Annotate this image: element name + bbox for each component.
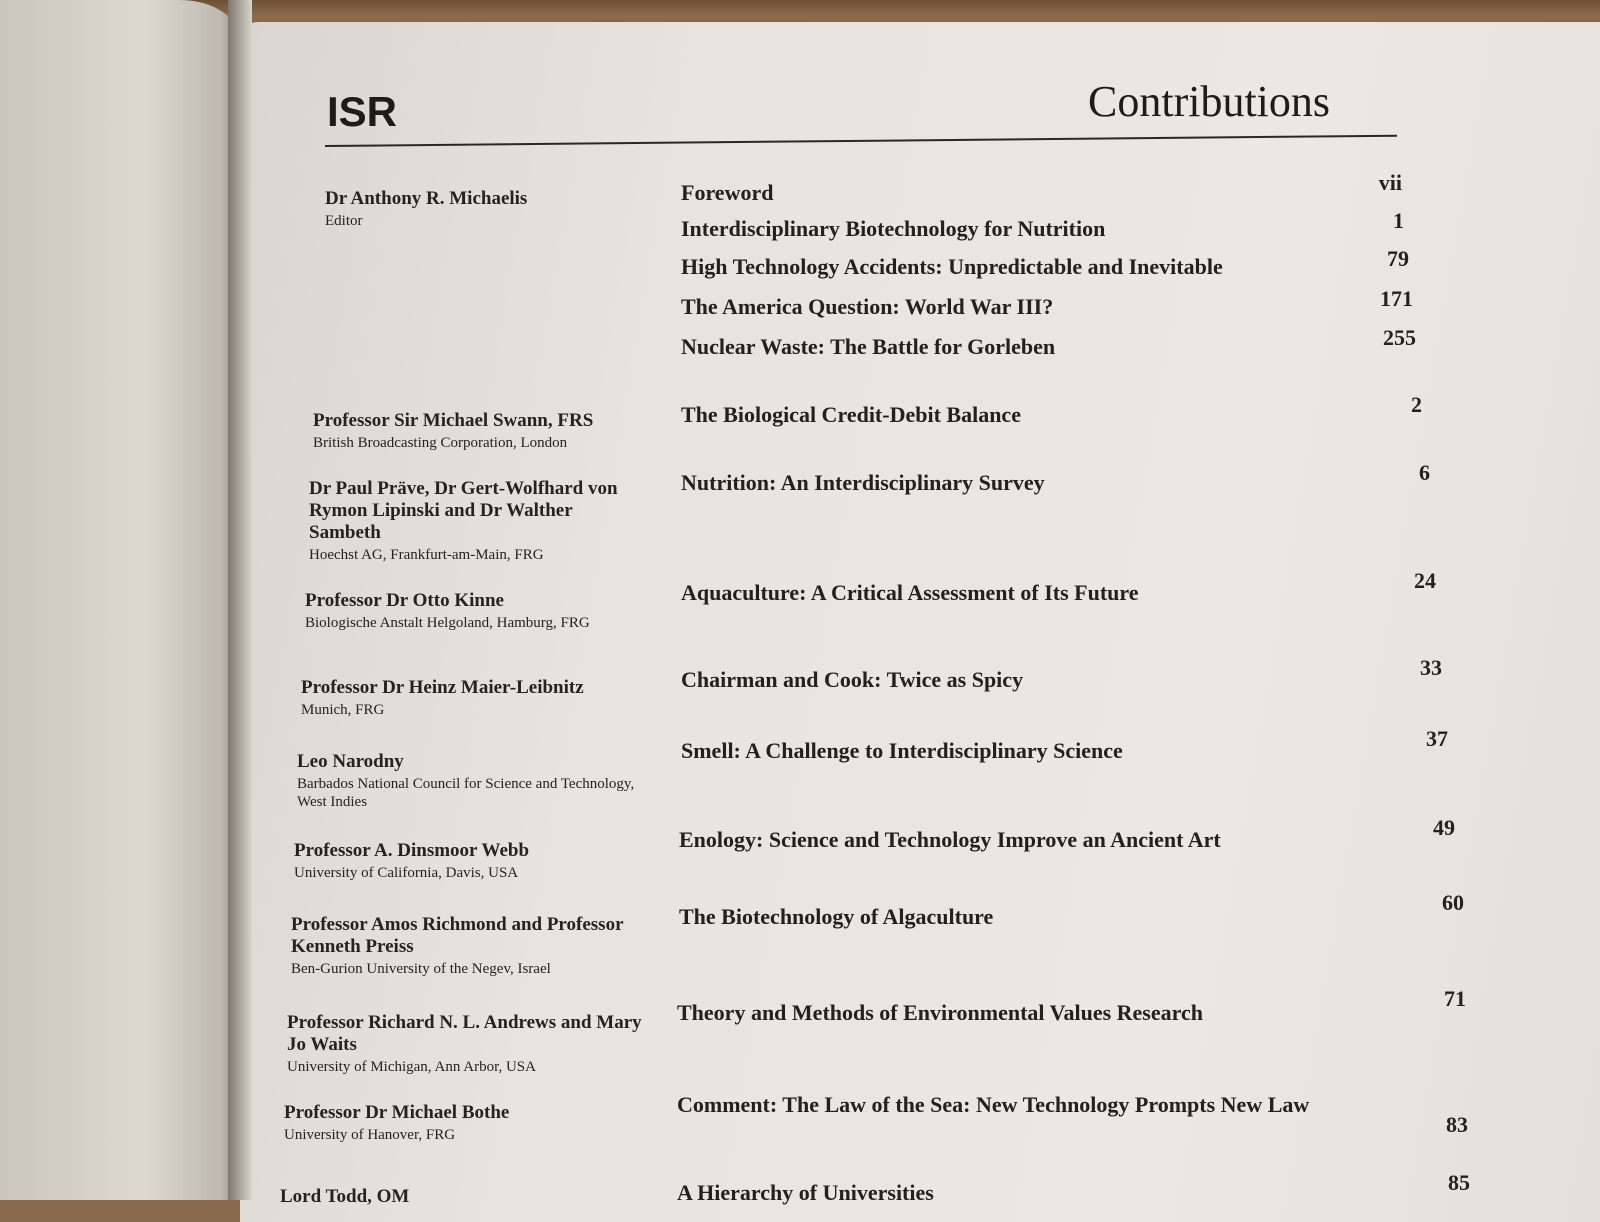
author-affiliation: Barbados National Council for Science and Technology, West Indies [297,776,635,810]
toc-page: 24 [1414,568,1436,593]
author-role: Editor [325,213,363,229]
toc-page: 6 [1419,460,1430,485]
author-name: Dr Anthony R. Michaelis [325,188,528,209]
toc-page: 85 [1448,1170,1470,1195]
toc-title: High Technology Accidents: Unpredictable and Inevitable [681,254,1223,279]
author-name: Lord Todd, OM [280,1186,410,1207]
toc-page: 171 [1380,286,1413,311]
toc-title: The Biotechnology of Algaculture [679,904,994,929]
toc-title: Theory and Methods of Environmental Values Research [677,1000,1204,1025]
contributor [291,914,631,978]
author-name: Leo Narodny [297,751,404,772]
contributor [287,1012,647,1076]
contributor [313,410,653,452]
toc-page: 49 [1433,815,1455,840]
toc-title: Chairman and Cook: Twice as Spicy [681,667,1024,692]
toc-page: 255 [1383,325,1416,350]
toc-page: 37 [1426,726,1448,751]
book-gutter [228,0,252,1200]
journal-title: ISR [327,88,398,135]
toc-page: vii [1378,170,1402,195]
toc-title: Aquaculture: A Critical Assessment of Its Future [681,580,1139,605]
contributor [284,1102,624,1144]
author-name: Professor Sir Michael Swann, FRS [313,410,594,431]
contributor [297,751,637,811]
author-affiliation: Munich, FRG [301,702,385,718]
toc-title: A Hierarchy of Universities [677,1180,934,1205]
toc-title: Enology: Science and Technology Improve an Ancient Art [679,827,1221,852]
contributor [294,840,634,882]
section-title: Contributions [1088,77,1331,126]
author-name: Professor Amos Richmond and Professor Kenneth Preiss [291,914,624,957]
toc-page: 1 [1393,208,1404,233]
left-page-curl [0,0,240,1200]
author-affiliation: University of California, Davis, USA [294,865,519,881]
contributor [280,1186,620,1208]
author-name: Professor Dr Heinz Maier-Leibnitz [301,677,584,698]
author-name: Professor Dr Otto Kinne [305,590,504,611]
contributor [309,478,639,564]
author-affiliation: University of Hanover, FRG [284,1127,456,1143]
toc-title: Interdisciplinary Biotechnology for Nutrition [681,216,1106,241]
toc-title: Nutrition: An Interdisciplinary Survey [681,470,1045,495]
editor-author [325,188,645,230]
contributor [301,677,661,719]
toc-page: 71 [1444,986,1466,1011]
toc-title: Foreword [681,180,774,205]
toc-title: Smell: A Challenge to Interdisciplinary Science [681,738,1123,763]
toc-page: 79 [1387,246,1409,271]
contributor [305,590,635,632]
toc-page: 83 [1446,1112,1468,1137]
toc-page: 60 [1442,890,1464,915]
toc-page: 2 [1411,392,1422,417]
author-name: Professor Richard N. L. Andrews and Mary Jo Waits [287,1012,642,1055]
toc-page: 33 [1420,655,1442,680]
author-affiliation: Hoechst AG, Frankfurt-am-Main, FRG [309,547,544,563]
toc-title: Comment: The Law of the Sea: New Technology Prompts New Law [677,1092,1310,1117]
author-name: Professor Dr Michael Bothe [284,1102,510,1123]
author-name: Dr Paul Präve, Dr Gert-Wolfhard von Rymon Lipinski and Dr Walther Sambeth [309,478,618,543]
author-affiliation: University of Michigan, Ann Arbor, USA [287,1059,536,1075]
toc-title: The Biological Credit-Debit Balance [681,402,1021,427]
author-affiliation: Ben-Gurion University of the Negev, Israel [291,961,551,977]
toc-title: The America Question: World War III? [681,294,1054,319]
author-affiliation: Biologische Anstalt Helgoland, Hamburg, FRG [305,615,590,631]
author-name: Professor A. Dinsmoor Webb [294,840,530,861]
toc-title: Nuclear Waste: The Battle for Gorleben [681,334,1056,359]
author-affiliation: British Broadcasting Corporation, London [313,435,568,451]
